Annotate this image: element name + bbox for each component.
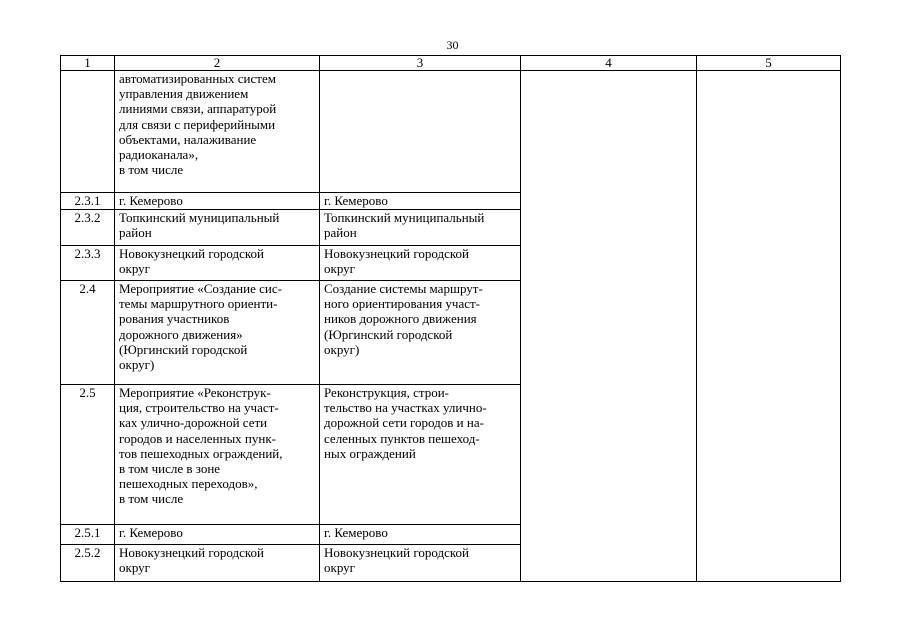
row-measure: Новокузнецкий городской округ — [115, 246, 320, 281]
row-measure: Топкинский муниципальный район — [115, 210, 320, 246]
row-number: 2.5.2 — [61, 545, 115, 582]
document-table — [60, 55, 841, 582]
row-description: г. Кемерово — [320, 193, 521, 210]
row-number: 2.3.2 — [61, 210, 115, 246]
page-number: 30 — [446, 38, 459, 52]
row-number: 2.5 — [61, 385, 115, 525]
row-description: Новокузнецкий городской округ — [320, 545, 521, 582]
row-number: 2.4 — [61, 281, 115, 385]
row-description: Реконструкция, строи- тельство на участках улично- дорожной сети городов и на- селенных пунктов пешеход- ных ограждений — [320, 385, 521, 525]
row-measure: автоматизированных систем управления движением линиями связи, аппаратурой для связи с периферийными объектами, налаживание радиоканала», в том числе — [115, 71, 320, 193]
column-header-2: 2 — [115, 56, 320, 71]
row-measure: Новокузнецкий городской округ — [115, 545, 320, 582]
row-measure: Мероприятие «Создание сис- темы маршрутного ориенти- рования участников дорожного движения» (Юргинский городской округ) — [115, 281, 320, 385]
table-row — [61, 71, 841, 193]
row-description: Создание системы маршрут- ного ориентирования участ- ников дорожного движения (Юргинский городской округ) — [320, 281, 521, 385]
row-description: Топкинский муниципальный район — [320, 210, 521, 246]
column-4-cell — [521, 71, 697, 582]
row-measure: Мероприятие «Реконструк- ция, строительство на участ- ках улично-дорожной сети городов и населенных пунк- тов пешеходных ограждений, в том числе в зоне пешеходных переходов», в том числе — [115, 385, 320, 525]
column-header-1: 1 — [61, 56, 115, 71]
column-header-4: 4 — [521, 56, 697, 71]
row-description: г. Кемерово — [320, 525, 521, 545]
column-header-3: 3 — [320, 56, 521, 71]
row-description — [320, 71, 521, 193]
row-number: 2.3.1 — [61, 193, 115, 210]
row-measure: г. Кемерово — [115, 193, 320, 210]
row-number — [61, 71, 115, 193]
row-measure: г. Кемерово — [115, 525, 320, 545]
row-description: Новокузнецкий городской округ — [320, 246, 521, 281]
table-header-row — [61, 56, 841, 71]
column-header-5: 5 — [697, 56, 841, 71]
row-number: 2.5.1 — [61, 525, 115, 545]
column-5-cell — [697, 71, 841, 582]
row-number: 2.3.3 — [61, 246, 115, 281]
